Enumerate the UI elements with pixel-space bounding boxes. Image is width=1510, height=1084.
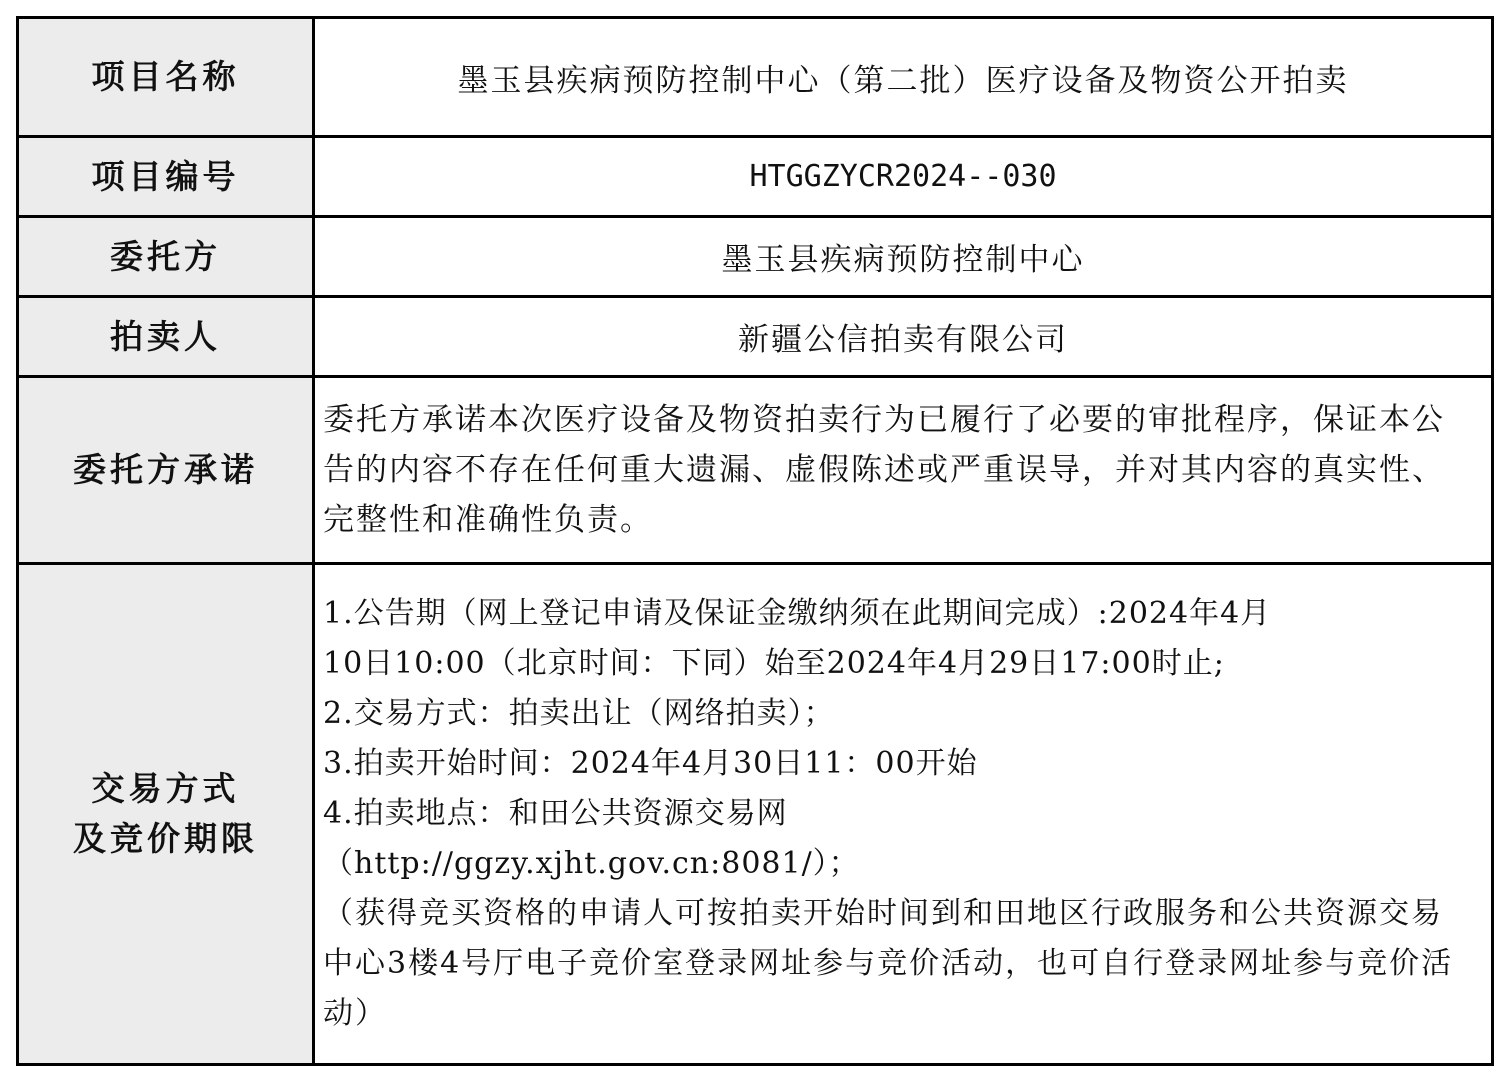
commitment-text: 委托方承诺本次医疗设备及物资拍卖行为已履行了必要的审批程序，保证本公告的内容不存在任何重大遗漏、虚假陈述或严重误导，并对其内容的真实性、完整性和准确性负责。 bbox=[323, 402, 1445, 538]
label-commitment: 委托方承诺 bbox=[19, 378, 315, 562]
item1-line1: 1.公告期（网上登记申请及保证金缴纳须在此期间完成）:2024年4月 bbox=[323, 596, 1272, 631]
trading-details-list bbox=[323, 589, 1473, 1039]
row-project-name bbox=[19, 19, 1491, 138]
item4-url: （http://ggzy.xjht.gov.cn:8081/）； bbox=[323, 846, 860, 881]
row-entrusting-party bbox=[19, 218, 1491, 298]
row-auctioneer bbox=[19, 298, 1491, 378]
item1-line2: 10日10:00（北京时间：下同）始至2024年4月29日17:00时止; bbox=[323, 646, 1225, 681]
row-trading-method bbox=[19, 565, 1491, 1063]
value-project-number: HTGGZYCR2024--030 bbox=[749, 159, 1057, 194]
value-commitment bbox=[315, 378, 1491, 562]
label-auctioneer: 拍卖人 bbox=[19, 298, 315, 375]
value-entrusting-party: 墨玉县疾病预防控制中心 bbox=[721, 242, 1085, 278]
row-commitment bbox=[19, 378, 1491, 565]
item4-note: （获得竞买资格的申请人可按拍卖开始时间到和田地区行政服务和公共资源交易中心3楼4号厅电子竞价室登录网址参与竞价活动，也可自行登录网址参与竞价活动） bbox=[323, 896, 1454, 1031]
value-trading-method bbox=[315, 565, 1491, 1063]
label-project-name: 项目名称 bbox=[19, 19, 315, 135]
item4: 4.拍卖地点：和田公共资源交易网 bbox=[323, 796, 788, 831]
value-project-name: 墨玉县疾病预防控制中心（第二批）医疗设备及物资公开拍卖 bbox=[457, 62, 1349, 99]
label-trading-line2: 及竞价期限 bbox=[73, 819, 258, 858]
label-project-number: 项目编号 bbox=[19, 138, 315, 215]
row-project-number bbox=[19, 138, 1491, 218]
item3: 3.拍卖开始时间：2024年4月30日11：00开始 bbox=[323, 746, 978, 781]
label-trading-line1: 交易方式 bbox=[91, 769, 240, 808]
label-trading-method bbox=[19, 565, 315, 1063]
auction-info-table bbox=[16, 16, 1494, 1066]
value-auctioneer: 新疆公信拍卖有限公司 bbox=[738, 322, 1068, 358]
item2: 2.交易方式：拍卖出让（网络拍卖）； bbox=[323, 696, 835, 731]
label-entrusting-party: 委托方 bbox=[19, 218, 315, 295]
